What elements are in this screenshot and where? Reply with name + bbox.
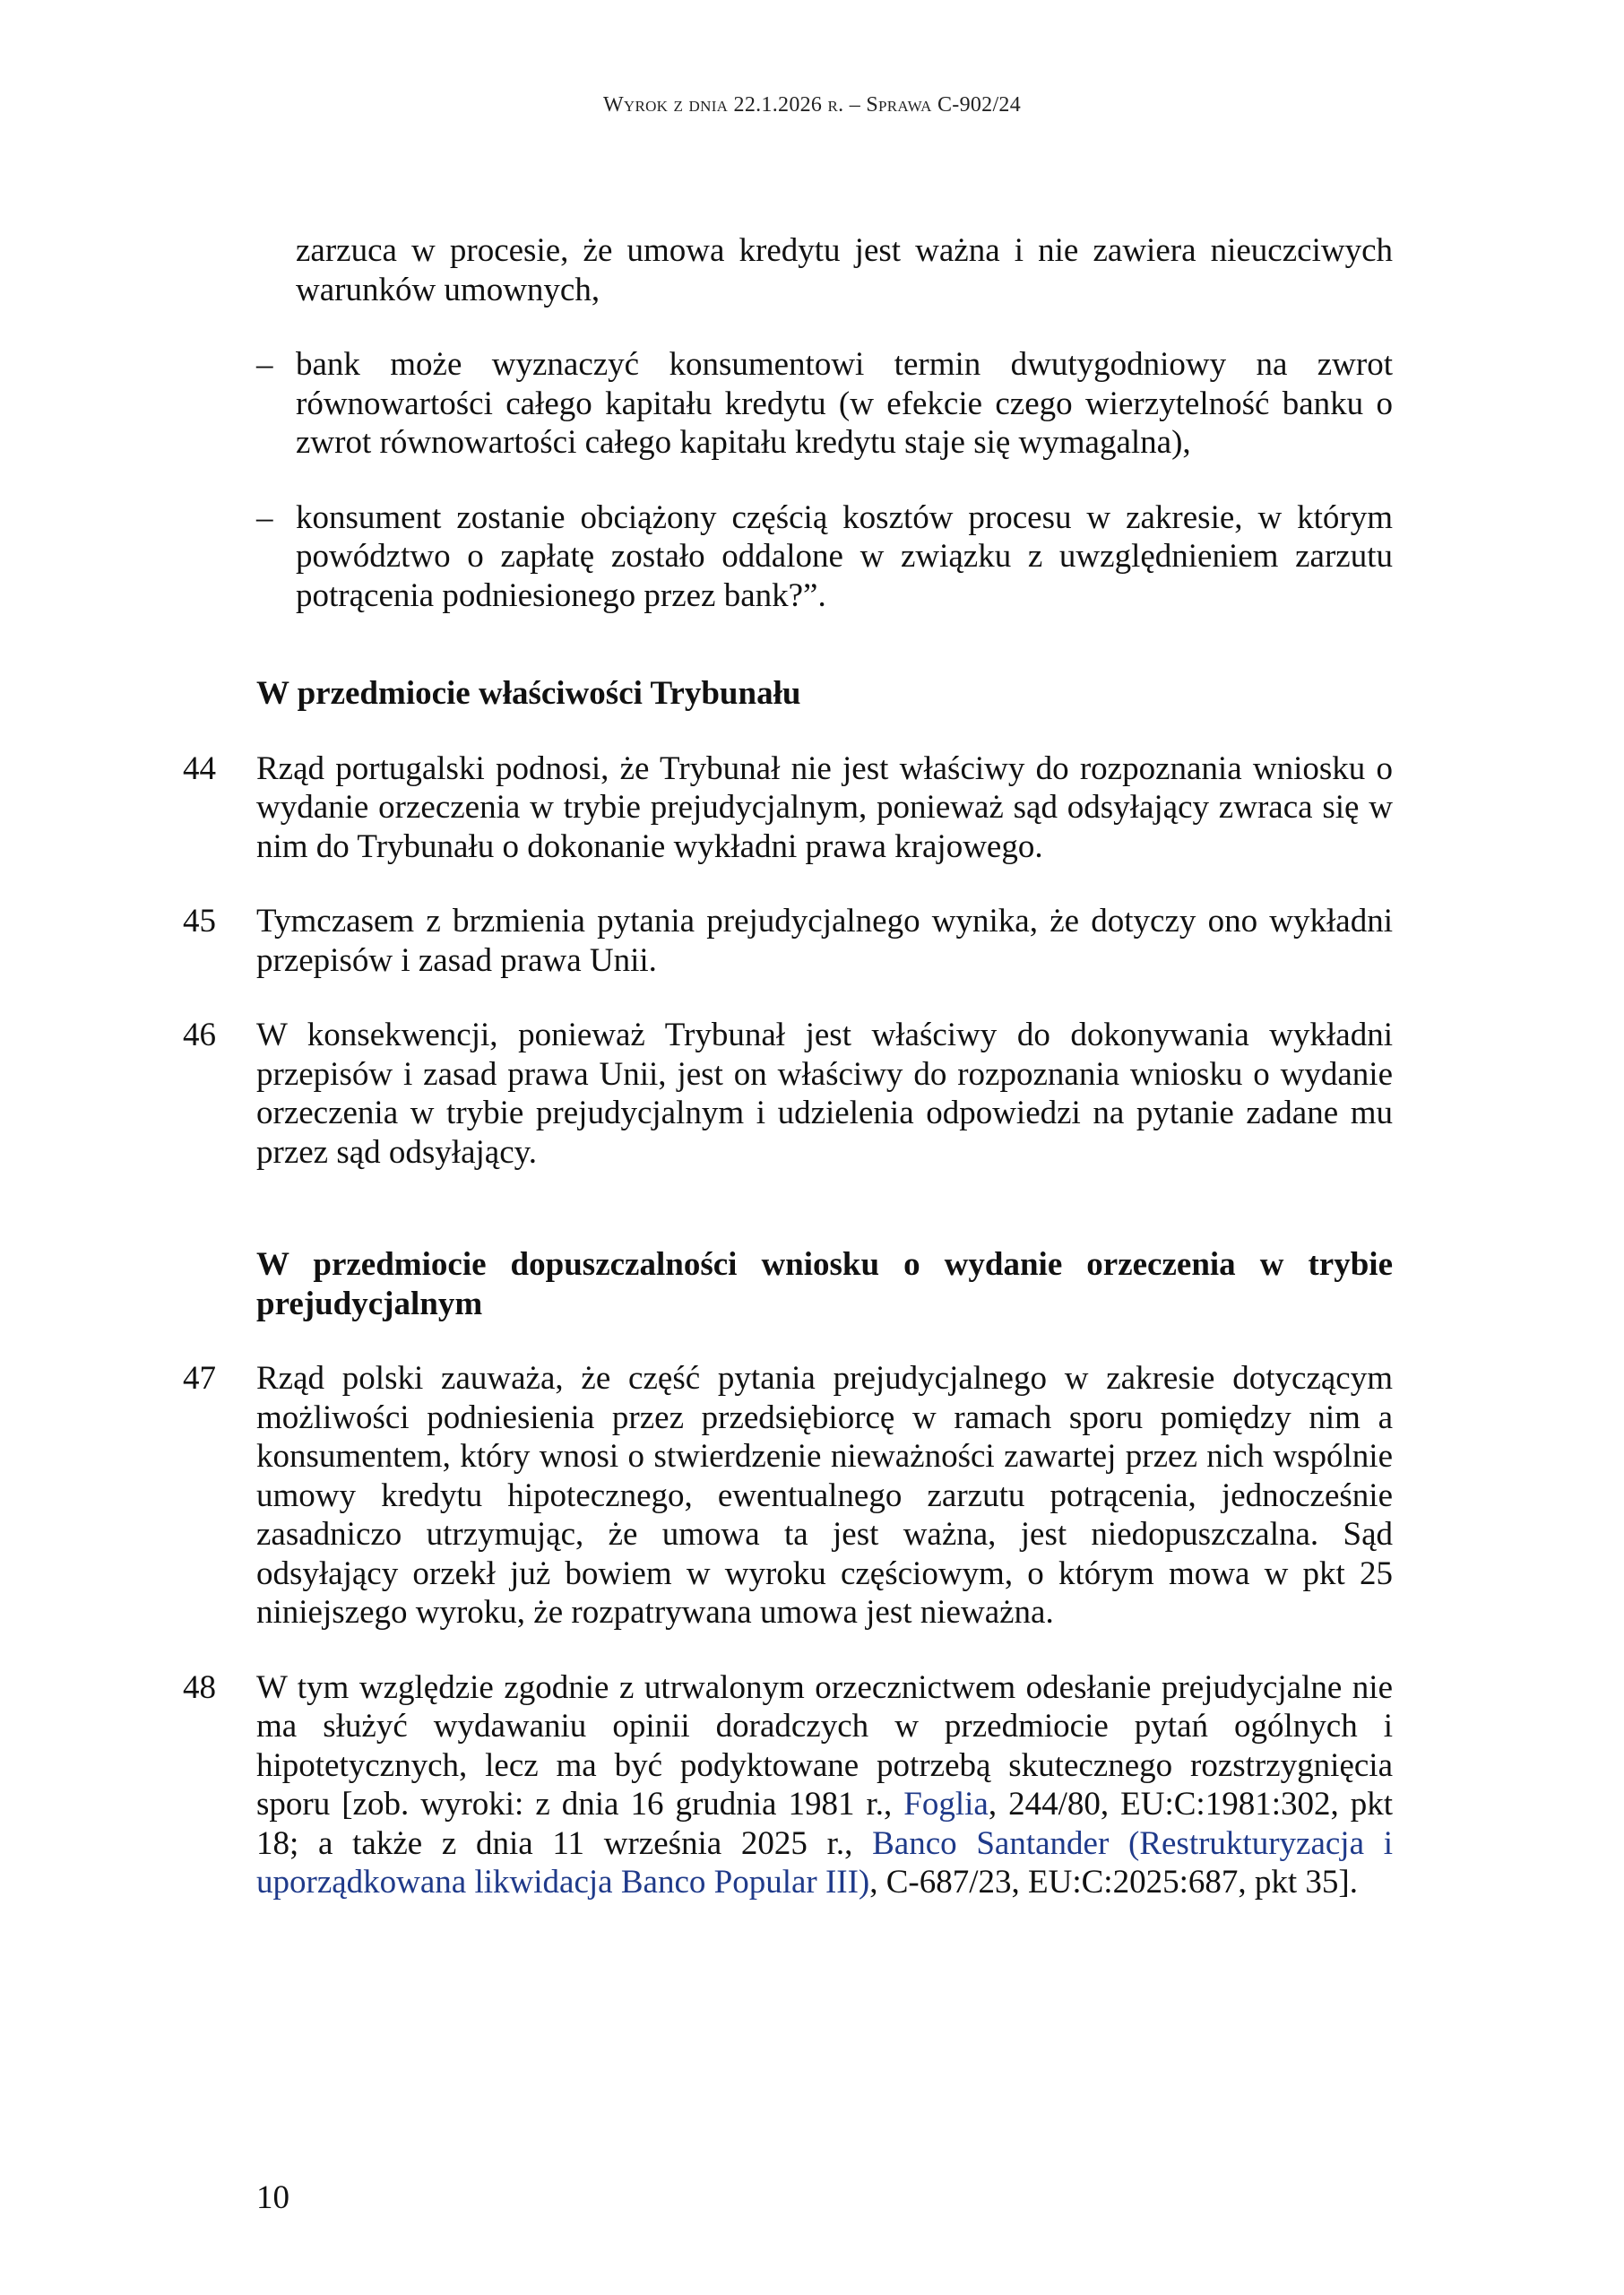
dash-marker: –: [256, 346, 273, 383]
numbered-paragraph: [183, 1016, 1393, 1172]
case-link-foglia[interactable]: Foglia: [903, 1786, 989, 1823]
paragraph-text: Rząd portugalski podnosi, że Trybunał nie jest właściwy do rozpoznania wniosku o wydanie orzeczenia w trybie prejudycjalnym, ponieważ sąd odsyłający zwraca się w nim do Trybunału o dokonanie wykładni prawa krajowego.: [256, 749, 1393, 865]
paragraph-text: Rząd polski zauważa, że część pytania prejudycjalnego w zakresie dotyczącym możliwości podniesienia przez przedsiębiorcę w ramach sporu pomiędzy nim a konsumentem, który wnosi o stwierdzenie nieważności zawartej przez nich wspólnie umowy kredytu hipotecznego, ewentualnego zarzutu potrącenia, jednocześnie zasadniczo utrzymując, że umowa ta jest ważna, jest niedopuszczalna. Sąd odsyłający orzekł już bowiem w wyroku częściowym, o którym mowa w pkt 25 niniejszego wyroku, że rozpatrywana umowa jest nieważna.: [256, 1360, 1393, 1631]
paragraph-number: 48: [183, 1668, 216, 1706]
page-number: 10: [256, 2179, 289, 2216]
dash-list-item: [256, 498, 1393, 616]
paragraph-text: W konsekwencji, ponieważ Trybunał jest właściwy do dokonywania wykładni przepisów i zasad prawa Unii, jest on właściwy do rozpoznania wniosku o wydanie orzeczenia w trybie prejudycjalnym i udzielenia odpowiedzi na pytanie zadane mu przez sąd odsyłający.: [256, 1017, 1393, 1171]
dash-marker: –: [256, 498, 273, 536]
numbered-paragraph: [183, 902, 1393, 980]
paragraph-text: [256, 1668, 1393, 1902]
numbered-paragraph: [183, 1359, 1393, 1632]
dash-list-item: [256, 345, 1393, 463]
section-heading-admissibility: W przedmiocie dopuszczalności wniosku o wydanie orzeczenia w trybie prejudycjalnym: [256, 1246, 1393, 1322]
document-body: [183, 231, 1394, 1938]
paragraph-number: 47: [183, 1360, 216, 1397]
paragraph-text-part: W tym względzie zgodnie z utrwalonym orzecznictwem odesłanie prejudycjalne nie ma służyć wydawaniu opinii doradczych w przedmiocie pytań ogólnych i hipotetycznych, lecz ma być podyktowane potrzebą skutecznego rozstrzygnięcia sporu [zob. wyroki: z dnia 16 grudnia 1981 r.,: [256, 1668, 1393, 1823]
paragraph-number: 45: [183, 903, 216, 940]
section-heading-jurisdiction: W przedmiocie właściwości Trybunału: [256, 675, 801, 712]
paragraph-text-part: , C-687/23, EU:C:2025:687, pkt 35].: [869, 1864, 1358, 1901]
numbered-paragraph: [183, 1668, 1394, 1902]
dash-item-text: bank może wyznaczyć konsumentowi termin dwutygodniowy na zwrot równowartości całego kapitału kredytu (w efekcie czego wierzytelność banku o zwrot równowartości całego kapitału kredytu staje się wymagalna),: [296, 346, 1393, 461]
numbered-paragraph: [183, 749, 1393, 867]
running-header-text: Wyrok z dnia 22.1.2026 r. – Sprawa C-902/24: [602, 93, 1022, 117]
paragraph-number: 44: [183, 749, 216, 787]
running-header: [0, 93, 1624, 117]
paragraph-text: Tymczasem z brzmienia pytania prejudycjalnego wynika, że dotyczy ono wykładni przepisów i zasad prawa Unii.: [256, 903, 1393, 979]
paragraph-text-part: , 244/80, EU:C:1981:302, pkt 18; a także z dnia 11 września 2025 r.,: [256, 1786, 1394, 1862]
continuation-text: zarzuca w procesie, że umowa kredytu jest ważna i nie zawiera nieuczciwych warunków umownych,: [296, 232, 1393, 308]
paragraph-number: 46: [183, 1017, 216, 1053]
case-link-banco-santander[interactable]: Banco Santander (Restrukturyzacja i uporządkowana likwidacja Banco Popular III): [256, 1824, 1393, 1901]
dash-item-text: konsument zostanie obciążony częścią kosztów procesu w zakresie, w którym powództwo o zapłatę zostało oddalone w związku z uwzględnieniem zarzutu potrącenia podniesionego przez bank?”.: [296, 498, 1393, 614]
